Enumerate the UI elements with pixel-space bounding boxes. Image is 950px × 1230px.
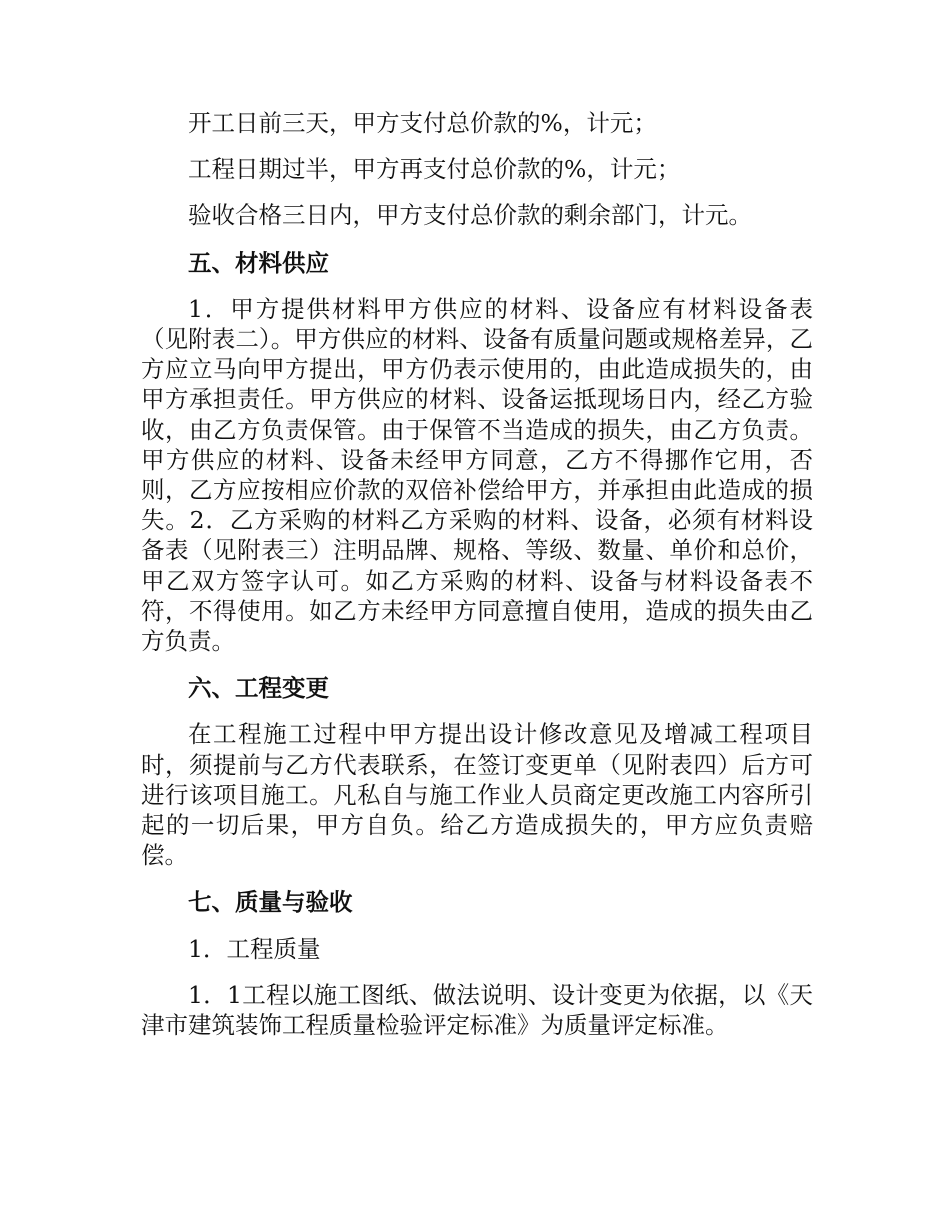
payment-line-1: 开工日前三天，甲方支付总价款的%，计元； xyxy=(188,109,657,137)
payment-line-3: 验收合格三日内，甲方支付总价款的剩余部门，计元。 xyxy=(188,201,752,230)
section-6-body: 在工程施工过程中甲方提出设计修改意见及增减工程项目时，须提前与乙方代表联系，在签订变更单（见附表四）后方可进行该项目施工。凡私自与施工作业人员商定更改施工内容所引起的一切后果，甲方自负。给乙方造成损失的，甲方应负责赔偿。 xyxy=(141,720,813,870)
section-5-heading: 五、材料供应 xyxy=(188,248,329,277)
section-7-subheading: 1．工程质量 xyxy=(188,934,321,963)
document-page xyxy=(141,108,813,1040)
section-7-paragraph: 1．1工程以施工图纸、做法说明、设计变更为依据，以《天津市建筑装饰工程质量检验评定标准》为质量评定标准。 xyxy=(141,980,813,1040)
section-6-heading: 六、工程变更 xyxy=(188,674,329,703)
section-7-heading: 七、质量与验收 xyxy=(188,888,353,917)
payment-line-2: 工程日期过半，甲方再支付总价款的%，计元； xyxy=(188,155,681,184)
section-5-body: 1．甲方提供材料甲方供应的材料、设备应有材料设备表（见附表二）。甲方供应的材料、设备有质量问题或规格差异，乙方应立马向甲方提出，甲方仍表示使用的，由此造成损失的，由甲方承担责任。甲方供应的材料、设备运抵现场日内，经乙方验收，由乙方负责保管。由于保管不当造成的损失，由乙方负责。甲方供应的材料、设备未经甲方同意，乙方不得挪作它用，否则，乙方应按相应价款的双倍补偿给甲方，并承担由此造成的损失。2．乙方采购的材料乙方采购的材料、设备，必须有材料设备表（见附表三）注明品牌、规格、等级、数量、单价和总价，甲乙双方签字认可。如乙方采购的材料、设备与材料设备表不符，不得使用。如乙方未经甲方同意擅自使用，造成的损失由乙方负责。 xyxy=(141,294,813,656)
